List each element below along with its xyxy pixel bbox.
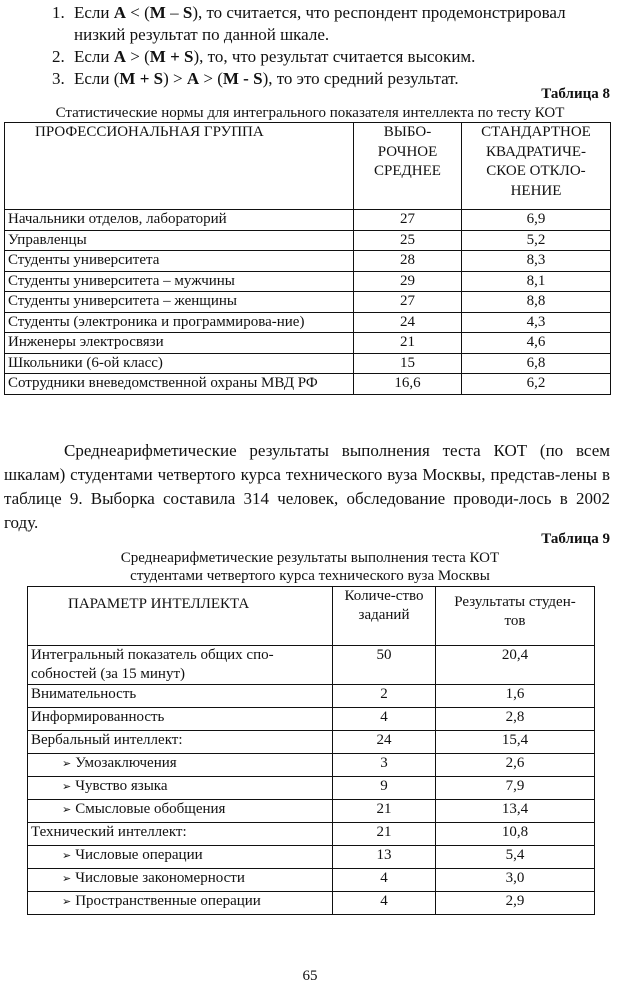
table8-sd-cell: 4,3: [462, 312, 611, 333]
table9-result-cell: 10,8: [436, 823, 595, 846]
table8-mean-cell: 27: [354, 210, 462, 231]
table9-count-cell: 2: [333, 685, 436, 708]
table8: [4, 122, 611, 395]
table8-mean-cell: 16,6: [354, 374, 462, 395]
table-row: [28, 777, 595, 800]
table9-param-text: Пространственные операции: [75, 893, 261, 909]
table9-param-text: Смысловые обобщения: [75, 801, 226, 817]
table8-group-cell: Студенты университета – мужчины: [5, 271, 354, 292]
table-row: [5, 251, 611, 272]
table-row: [5, 210, 611, 231]
table9-result-cell: 7,9: [436, 777, 595, 800]
list-item-continuation: низкий результат по данной шкале.: [74, 25, 330, 44]
table8-group-cell: Студенты университета: [5, 251, 354, 272]
table-row: [5, 230, 611, 251]
table9-header-param: ПАРАМЕТР ИНТЕЛЛЕКТА: [28, 587, 333, 646]
table9-result-cell: 15,4: [436, 731, 595, 754]
table9-label: Таблица 9: [541, 531, 610, 547]
table-row: [28, 754, 595, 777]
table-row: [28, 823, 595, 846]
table8-header-sd: СТАНДАРТНОЕ КВАДРАТИЧЕ-СКОЕ ОТКЛО-НЕНИЕ: [462, 123, 611, 210]
table8-header-mean: ВЫБО-РОЧНОЕ СРЕДНЕЕ: [354, 123, 462, 210]
table9-result-cell: 2,6: [436, 754, 595, 777]
table9-count-cell: 13: [333, 846, 436, 869]
body-paragraph: Среднеарифметические результаты выполнения теста КОТ (по всем шкалам) студентами четвертого курса технического вуза Москвы, представ-лены в таблице 9. Выборка составила 314 человек, обследование проводи-лось в 2002 году.: [4, 441, 610, 532]
table8-caption: Статистические нормы для интегрального показателя интеллекта по тесту КОТ: [55, 105, 565, 121]
table8-group-cell: Студенты (электроника и программирова-ние): [5, 312, 354, 333]
table-row: [5, 292, 611, 313]
table9-param-text: Умозаключения: [75, 755, 177, 771]
table8-mean-cell: 21: [354, 333, 462, 354]
table9-param-text: Чувство языка: [75, 778, 168, 794]
table9-param-cell: [28, 731, 333, 754]
list-item: 1. Если A < (M – S), то считается, что респондент продемонстрировал: [52, 3, 566, 22]
list-item: 3. Если (M + S) > A > (M - S), то это средний результат.: [52, 69, 459, 88]
table-row: [5, 271, 611, 292]
table-row: [28, 800, 595, 823]
table9-param-text: Технический интеллект:: [31, 824, 187, 840]
table9-param-cell: [28, 708, 333, 731]
table8-mean-cell: 27: [354, 292, 462, 313]
table8-header-row: [5, 123, 611, 210]
table9-count-cell: 50: [333, 646, 436, 685]
table9-result-cell: 13,4: [436, 800, 595, 823]
table8-group-cell: Студенты университета – женщины: [5, 292, 354, 313]
table9-result-cell: 2,8: [436, 708, 595, 731]
criteria-list: [52, 2, 612, 90]
table9-param-text: Вербальный интеллект:: [31, 732, 183, 748]
table-row: [28, 869, 595, 892]
table9-param-cell: [28, 846, 333, 869]
table9-param-cell: [28, 685, 333, 708]
table-row: [28, 731, 595, 754]
table-row: [5, 312, 611, 333]
bullet-arrow-icon: ➢: [62, 757, 72, 770]
table8-mean-cell: 28: [354, 251, 462, 272]
table-row: [5, 333, 611, 354]
table9-result-cell: 1,6: [436, 685, 595, 708]
table9-param-text: Числовые операции: [75, 847, 203, 863]
table9-param-cell: [28, 800, 333, 823]
table8-group-cell: Начальники отделов, лабораторий: [5, 210, 354, 231]
table9-param-text: Информированность: [31, 709, 165, 725]
table8-group-cell: Школьники (6-ой класс): [5, 353, 354, 374]
table9-result-cell: 2,9: [436, 892, 595, 915]
bullet-arrow-icon: ➢: [62, 872, 72, 885]
table9-count-cell: 4: [333, 708, 436, 731]
table9-result-cell: 20,4: [436, 646, 595, 685]
table9-param-cell: [28, 823, 333, 846]
table9-caption-line2: студентами четвертого курса технического вуза Москвы: [130, 568, 490, 584]
table8-mean-cell: 29: [354, 271, 462, 292]
table9-count-cell: 9: [333, 777, 436, 800]
table9-header-row: [28, 587, 595, 646]
table-row: [28, 846, 595, 869]
table9-param-text: Интегральный показатель общих спо-собностей (за 15 минут): [31, 647, 274, 682]
table9-count-cell: 21: [333, 800, 436, 823]
table-row: [5, 374, 611, 395]
table-row: [28, 708, 595, 731]
table8-group-cell: Инженеры электросвязи: [5, 333, 354, 354]
bullet-arrow-icon: ➢: [62, 803, 72, 816]
table9-header-result: Результаты студен-тов: [436, 587, 595, 646]
table8-sd-cell: 6,8: [462, 353, 611, 374]
table9-count-cell: 21: [333, 823, 436, 846]
table-row: [5, 353, 611, 374]
table9-param-cell: [28, 892, 333, 915]
table9-header-count: Количе-ство заданий: [333, 587, 436, 646]
table9-param-cell: [28, 869, 333, 892]
table8-mean-cell: 15: [354, 353, 462, 374]
table8-mean-cell: 25: [354, 230, 462, 251]
table9-param-text: Числовые закономерности: [75, 870, 245, 886]
table9-count-cell: 4: [333, 869, 436, 892]
table9-count-cell: 4: [333, 892, 436, 915]
table8-mean-cell: 24: [354, 312, 462, 333]
table8-sd-cell: 8,1: [462, 271, 611, 292]
table-row: [28, 685, 595, 708]
table9-count-cell: 3: [333, 754, 436, 777]
table8-label: Таблица 8: [541, 86, 610, 102]
bullet-arrow-icon: ➢: [62, 849, 72, 862]
bullet-arrow-icon: ➢: [62, 895, 72, 908]
table9-param-cell: [28, 754, 333, 777]
table-row: [28, 892, 595, 915]
table8-sd-cell: 6,2: [462, 374, 611, 395]
table8-group-cell: Сотрудники вневедомственной охраны МВД РФ: [5, 374, 354, 395]
table9-count-cell: 24: [333, 731, 436, 754]
table9-result-cell: 5,4: [436, 846, 595, 869]
table9-caption-line1: Среднеарифметические результаты выполнения теста КОТ: [120, 550, 500, 566]
page-number: 65: [302, 968, 318, 984]
table8-header-group: ПРОФЕССИОНАЛЬНАЯ ГРУППА: [5, 123, 354, 210]
table9: [27, 586, 595, 915]
table9-param-cell: [28, 646, 333, 685]
table8-sd-cell: 4,6: [462, 333, 611, 354]
list-item: 2. Если A > (M + S), то, что результат считается высоким.: [52, 47, 476, 66]
bullet-arrow-icon: ➢: [62, 780, 72, 793]
table9-param-text: Внимательность: [31, 686, 137, 702]
table8-sd-cell: 8,8: [462, 292, 611, 313]
table8-sd-cell: 6,9: [462, 210, 611, 231]
table9-param-cell: [28, 777, 333, 800]
table8-sd-cell: 5,2: [462, 230, 611, 251]
table8-group-cell: Управленцы: [5, 230, 354, 251]
table9-result-cell: 3,0: [436, 869, 595, 892]
table8-sd-cell: 8,3: [462, 251, 611, 272]
table-row: [28, 646, 595, 685]
